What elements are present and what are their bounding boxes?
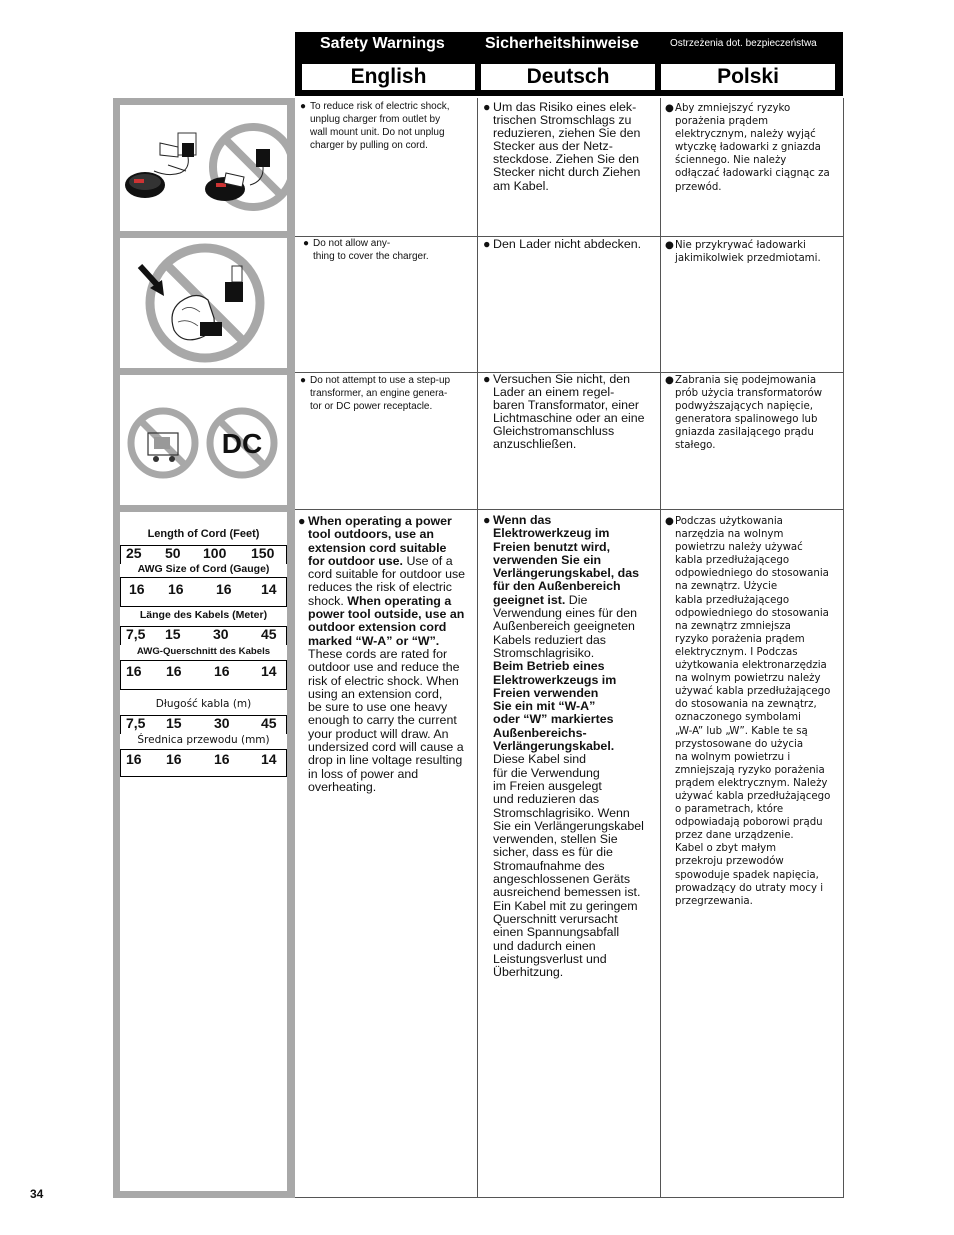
text-line: Stecker aus der Netz- (493, 139, 613, 154)
text-line (308, 754, 474, 767)
text-line: przekroju przewodów (675, 856, 784, 868)
text-line: steckdose. Ziehen Sie den (493, 152, 640, 167)
text-line: anzuschließen. (493, 437, 577, 452)
text-line: powietrzu należy używać (675, 542, 803, 554)
text-line: kabla przedłużającego (675, 594, 790, 606)
de-length-1: 7,5 (126, 626, 146, 642)
text-segment: sicher, dass es für die (493, 845, 613, 860)
text-line: ściennego. Nie należy (675, 155, 787, 167)
text-line: Stecker nicht durch Ziehen (493, 165, 641, 180)
de-size-label: AWG-Querschnitt des Kabels (136, 646, 271, 657)
lang-polski: Polski (661, 64, 835, 90)
text-line (493, 860, 657, 873)
text-segment: Sie ein mit “W-A” (493, 699, 596, 714)
text-line: Nie przykrywać ładowarki (675, 240, 806, 251)
text-segment: für den Außenbereich (493, 579, 621, 594)
bullet-item (300, 101, 472, 153)
text-line (493, 807, 657, 820)
text-segment: outdoor extension cord (308, 620, 447, 635)
text-segment: Die (565, 592, 588, 607)
divider-en-de (477, 98, 478, 1198)
text-line: przystosowane do użycia (675, 738, 804, 750)
text-line: odłączać ładowarki ciągnąc za (675, 168, 830, 180)
pl-size-row (120, 749, 287, 777)
text-segment: oder “W” markiertes (493, 712, 614, 727)
text-segment: Sie ein Verlängerungskabel (493, 818, 644, 833)
text-line: wall mount unit. Do not unplug (310, 126, 445, 138)
de-length-row (120, 626, 287, 645)
text-line: Podczas użytkowania (675, 516, 783, 527)
text-line (493, 674, 657, 687)
text-line: odpowiadają poborowi prądu (675, 817, 823, 829)
row4-en (298, 515, 474, 794)
text-segment: Querschnitt verursacht (493, 911, 618, 926)
text-segment: These cords are rated for (308, 646, 448, 661)
bullet-item (483, 514, 657, 979)
text-line: używać kabla przedłużającego (675, 790, 831, 802)
text-line: charger by pulling on cord. (310, 139, 428, 151)
text-line: przewód. (675, 181, 722, 193)
text-line: oznaczonego symbolami (675, 712, 801, 724)
text-line: podwyższających napięcie, (675, 401, 813, 413)
pl-size-3: 16 (214, 751, 230, 767)
text-line (308, 768, 474, 781)
text-segment: drop in line voltage resulting (308, 753, 463, 768)
text-line (493, 554, 657, 567)
text-line: wtyczkę ładowarki z gniazda (675, 142, 821, 154)
text-line: transformer, an engine genera- (310, 387, 448, 399)
text-line: odpowiedniego do stosowania (675, 607, 829, 619)
text-segment: Stromschlagrisiko. Wenn (493, 805, 630, 820)
text-line (493, 900, 657, 913)
text-line: gniazda zasilającego prądu (675, 427, 814, 439)
text-line: do stosowania na zewnątrz, (675, 699, 817, 711)
row1-pl (665, 102, 841, 194)
text-line: tor or DC power receptacle. (310, 400, 433, 412)
de-size-1: 16 (126, 663, 142, 679)
text-segment: overheating. (308, 779, 377, 794)
row4-pl (665, 515, 841, 908)
pl-size-label: Średnica przewodu (mm) (137, 734, 270, 746)
text-line (493, 541, 657, 554)
row-divider-bottom (295, 1197, 843, 1198)
bullet-item (665, 102, 841, 194)
text-line: na zewnątrz. Użycie (675, 581, 778, 593)
text-line (493, 527, 657, 540)
text-line (493, 940, 657, 953)
pl-size-4: 14 (261, 751, 277, 767)
row1-en (300, 101, 472, 153)
bullet-item (303, 238, 473, 264)
text-line: kabla przedłużającego (675, 555, 790, 567)
de-size-4: 14 (261, 663, 277, 679)
divider-right (843, 98, 844, 1198)
en-length-3: 100 (203, 545, 227, 561)
en-length-1: 25 (126, 545, 142, 561)
text-line: na zewnątrz zmniejsza (675, 620, 791, 632)
bullet-icon: ● (483, 237, 491, 251)
bullet-icon: ● (665, 240, 674, 251)
text-segment: Beim Betrieb eines (493, 659, 605, 674)
text-line: odpowiedniego do stosowania (675, 568, 829, 580)
text-line (493, 514, 657, 527)
pl-size-2: 16 (166, 751, 182, 767)
bullet-icon: ● (300, 375, 307, 386)
text-line: przegrzewania. (675, 895, 753, 907)
text-line (308, 714, 474, 727)
text-line (493, 713, 657, 726)
text-segment: Leistungsverlust und (493, 951, 607, 966)
text-line: stałego. (675, 440, 716, 452)
text-segment: enough to carry the current (308, 713, 457, 728)
text-line: Kabel o zbyt małym (675, 843, 777, 855)
text-line: zmniejszają ryzyko porażenia (675, 764, 825, 776)
text-line (493, 780, 657, 793)
pl-size-1: 16 (126, 751, 142, 767)
text-line: Lader an einem regel- (493, 385, 615, 400)
text-line: Den Lader nicht abdecken. (493, 237, 642, 251)
text-line (308, 741, 474, 754)
text-segment: power tool outside, use an (308, 607, 465, 622)
row1-de (483, 101, 657, 193)
safety-warnings-en: Safety Warnings (320, 35, 445, 52)
text-line (493, 926, 657, 939)
row3-pl (665, 374, 841, 453)
text-line: Gleichstromanschluss (493, 424, 615, 439)
en-length-row (120, 545, 287, 564)
text-segment: When operating a (347, 593, 452, 608)
text-line: jakimikolwiek przedmiotami. (675, 253, 821, 265)
text-line: generatora spalinowego lub (675, 414, 818, 426)
bullet-item (300, 375, 472, 414)
covered-charger-icon (120, 238, 287, 368)
text-segment: for outdoor use. (308, 553, 403, 568)
text-line (493, 594, 657, 607)
text-line: Do not attempt to use a step-up (310, 375, 451, 386)
bullet-item (483, 101, 657, 193)
text-segment: Außenbereich geeigneten (493, 619, 635, 634)
text-line: prowadzący do utraty mocy i (675, 882, 824, 894)
text-segment: Elektrowerkzeugs im (493, 672, 617, 687)
text-line: reduzieren, ziehen Sie den (493, 126, 641, 141)
text-line: Zabrania się podejmowania (675, 375, 817, 386)
text-line (493, 873, 657, 886)
text-line: trischen Stromschlags zu (493, 113, 632, 128)
text-segment: Verwendung eines für den (493, 606, 637, 621)
text-segment: Verlängerungskabel, das (493, 566, 639, 581)
bullet-item (665, 374, 841, 453)
text-line: na wolnym powietrzu należy (675, 673, 821, 685)
de-length-label: Länge des Kabels (Meter) (139, 609, 268, 621)
text-line (493, 767, 657, 780)
text-line (493, 634, 657, 647)
bullet-item (665, 515, 841, 908)
safety-warnings-pl: Ostrzeżenia dot. bezpieczeństwa (670, 38, 817, 49)
pl-length-3: 30 (214, 715, 230, 731)
lang-english: English (302, 64, 475, 90)
text-line (308, 688, 474, 701)
text-segment: undersized cord will cause a (308, 740, 464, 755)
text-line (493, 793, 657, 806)
de-length-4: 45 (261, 626, 277, 642)
text-segment: outdoor use and reduce the (308, 660, 460, 675)
bullet-icon: ● (483, 100, 491, 114)
text-segment: im Freien ausgelegt (493, 778, 602, 793)
text-segment: your product will draw. An (308, 726, 449, 741)
text-line (308, 675, 474, 688)
bullet-icon: ● (300, 101, 307, 112)
text-segment: angeschlossenen Geräts (493, 872, 631, 887)
text-segment: extension cord suitable (308, 540, 447, 555)
dc-label: DC (221, 428, 263, 459)
text-line: o parametrach, które (675, 804, 784, 816)
text-line (493, 727, 657, 740)
header-bar (295, 32, 843, 96)
prohibited-power-sources-icon (120, 375, 287, 505)
text-line: używać kabla przedłużającego (675, 686, 831, 698)
text-line (308, 648, 474, 661)
row3-de (483, 373, 657, 452)
row-divider-3 (295, 509, 843, 510)
en-size-label: AWG Size of Cord (Gauge) (137, 563, 270, 575)
text-segment: cord suitable for outdoor use (308, 567, 466, 582)
bullet-icon: ● (665, 375, 674, 386)
page-number: 34 (30, 1187, 44, 1201)
en-size-3: 16 (216, 581, 232, 597)
row2-de (483, 238, 657, 251)
en-length-2: 50 (165, 545, 181, 561)
text-line: baren Transformator, einer (493, 398, 640, 413)
text-line (493, 833, 657, 846)
panel-do-not-cover (120, 238, 287, 368)
text-segment: in loss of power and (308, 766, 419, 781)
text-segment: und reduzieren das (493, 792, 600, 807)
text-segment: Stromschlagrisiko. (493, 645, 595, 660)
text-line (493, 846, 657, 859)
en-size-4: 14 (261, 581, 277, 597)
bullet-icon: ● (665, 516, 674, 527)
text-segment: Wenn das (493, 513, 552, 527)
text-segment: Use of a (403, 553, 453, 568)
text-line: spowoduje spadek napięcia, (675, 869, 819, 881)
de-length-3: 30 (213, 626, 229, 642)
en-length-label: Length of Cord (Feet) (147, 528, 260, 540)
text-line (493, 753, 657, 766)
text-line (308, 581, 474, 594)
unplug-charger-icon (120, 105, 287, 231)
text-line: elektrycznym. I Podczas (675, 646, 798, 658)
text-line: użytkowania elektronarzędzia (675, 660, 827, 672)
text-line: elektrycznym, należy wyjąć (675, 129, 816, 141)
text-line (493, 740, 657, 753)
text-segment: Ein Kabel mit zu geringem (493, 898, 638, 913)
text-line (493, 886, 657, 899)
panel-unplug-charger (120, 105, 287, 231)
text-line: narzędzia na wolnym (675, 529, 784, 541)
text-line: prób użycia transformatorów (675, 388, 823, 400)
text-line (493, 687, 657, 700)
text-segment: Stromaufnahme des (493, 858, 605, 873)
text-line: unplug charger from outlet by (310, 113, 441, 125)
text-line (308, 515, 474, 528)
text-line (493, 567, 657, 580)
en-size-2: 16 (168, 581, 184, 597)
text-line (493, 620, 657, 633)
text-line: prądem elektrycznym. Należy (675, 777, 828, 789)
text-segment: risk of electric shock. When (308, 673, 459, 688)
text-segment: verwenden Sie ein (493, 552, 602, 567)
text-segment: Außenbereichs- (493, 725, 587, 740)
text-line (493, 660, 657, 673)
text-line: am Kabel. (493, 178, 549, 193)
text-segment: reduces the risk of electric (308, 580, 452, 595)
lang-deutsch: Deutsch (481, 64, 655, 90)
row3-en (300, 375, 472, 414)
text-line (308, 621, 474, 634)
text-segment: Überhitzung. (493, 965, 564, 980)
bullet-item (483, 373, 657, 452)
text-segment: shock. (308, 593, 348, 608)
text-segment: Freien benutzt wird, (493, 539, 611, 554)
text-line (493, 647, 657, 660)
text-line (308, 661, 474, 674)
text-line: thing to cover the charger. (313, 250, 429, 262)
text-line (493, 820, 657, 833)
text-segment: Diese Kabel sind (493, 752, 586, 767)
bullet-icon: ● (483, 513, 491, 527)
text-segment: Elektrowerkzeug im (493, 526, 610, 541)
text-line (308, 781, 474, 794)
text-line (308, 542, 474, 555)
text-line: przez dane urządzenie. (675, 830, 794, 842)
text-line (308, 595, 474, 608)
en-length-4: 150 (251, 545, 275, 561)
text-line (493, 966, 657, 979)
text-line: ryzyko porażenia prądem (675, 633, 805, 645)
text-line (308, 568, 474, 581)
text-line: Um das Risiko eines elek- (493, 100, 637, 114)
text-line: porażenia prądem (675, 116, 769, 128)
text-segment: ausreichend bemessen ist. (493, 885, 641, 900)
text-line (493, 913, 657, 926)
de-size-3: 16 (214, 663, 230, 679)
text-line (308, 555, 474, 568)
text-line: Versuchen Sie nicht, den (493, 372, 631, 386)
bullet-icon: ● (665, 103, 674, 114)
text-segment: Kabels reduziert das (493, 632, 606, 647)
text-line (493, 953, 657, 966)
pl-length-1: 7,5 (126, 715, 146, 731)
de-size-2: 16 (166, 663, 182, 679)
text-line: Lichtmaschine oder an eine (493, 411, 645, 426)
text-segment: tool outdoors, use an (308, 527, 434, 542)
text-segment: und dadurch einen (493, 938, 596, 953)
text-line (493, 700, 657, 713)
text-line: Do not allow any- (313, 238, 391, 249)
de-size-row (120, 660, 287, 690)
text-segment: When operating a power (308, 514, 452, 528)
text-line: „W-A” lub „W”. Kable te są (675, 725, 808, 737)
text-line: Aby zmniejszyć ryzyko (675, 103, 791, 114)
text-line (493, 607, 657, 620)
text-segment: einen Spannungsabfall (493, 925, 620, 940)
text-segment: Verlängerungskabel. (493, 739, 615, 754)
bullet-icon: ● (298, 514, 306, 528)
text-line (308, 608, 474, 621)
text-segment: für die Verwendung (493, 765, 600, 780)
text-segment: geeignet ist. (493, 592, 566, 607)
en-size-1: 16 (129, 581, 145, 597)
de-length-2: 15 (165, 626, 181, 642)
pl-length-4: 45 (261, 715, 277, 731)
text-line (308, 701, 474, 714)
pl-length-2: 15 (166, 715, 182, 731)
text-line: na wolnym powietrzu i (675, 751, 791, 763)
pl-length-label: Długość kabla (m) (155, 698, 252, 710)
panel-no-transformer (120, 375, 287, 505)
text-segment: using an extension cord, (308, 686, 443, 701)
row4-de (483, 514, 657, 979)
safety-warnings-de: Sicherheitshinweise (485, 35, 639, 52)
text-line: To reduce risk of electric shock, (310, 101, 450, 112)
bullet-item (665, 239, 841, 265)
text-segment: marked “W-A” or “W”. (308, 633, 440, 648)
text-line (308, 728, 474, 741)
row2-pl (665, 239, 841, 265)
row2-en (303, 238, 473, 264)
bullet-item (298, 515, 474, 794)
text-line (493, 580, 657, 593)
text-segment: be sure to use one heavy (308, 700, 448, 715)
text-segment: Freien verwenden (493, 685, 599, 700)
bullet-icon: ● (483, 372, 491, 386)
text-line (308, 635, 474, 648)
bullet-item (483, 238, 657, 251)
pl-length-row (120, 715, 287, 734)
divider-de-pl (660, 98, 661, 1198)
bullet-icon: ● (303, 238, 310, 249)
en-size-row (120, 577, 287, 607)
text-segment: verwenden, stellen Sie (493, 832, 618, 847)
text-line (308, 528, 474, 541)
